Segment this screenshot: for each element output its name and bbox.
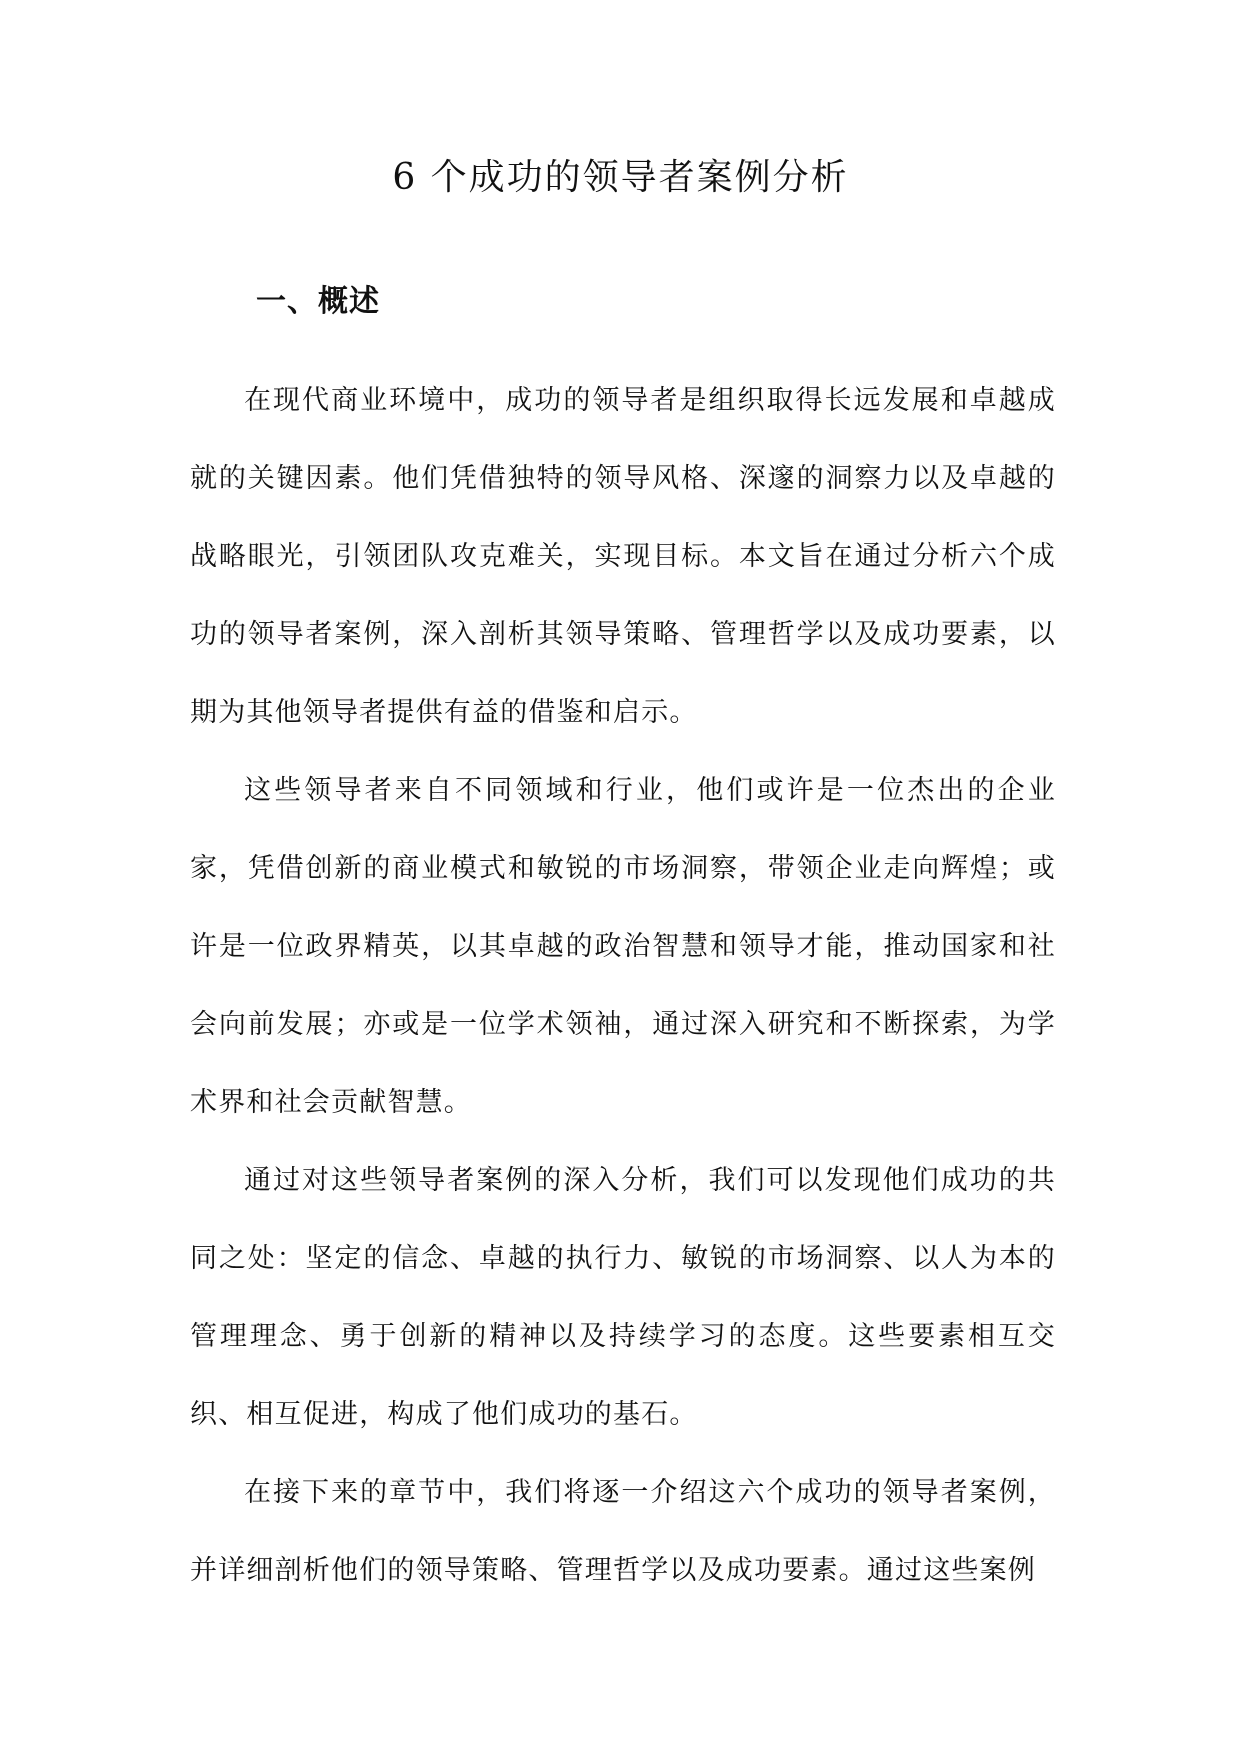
paragraph-overview-4: 在接下来的章节中，我们将逐一介绍这六个成功的领导者案例，并详细剖析他们的领导策略、管理哲学以及成功要素。通过这些案例 — [190, 1477, 1056, 1586]
paragraph-overview-2: 这些领导者来自不同领域和行业，他们或许是一位杰出的企业家，凭借创新的商业模式和敏锐的市场洞察，带领企业走向辉煌；或许是一位政界精英，以其卓越的政治智慧和领导才能，推动国家和社会向前发展；亦或是一位学术领袖，通过深入研究和不断探索，为学术界和社会贡献智慧。 — [190, 775, 1056, 1118]
section-heading: 一、概述 — [256, 284, 380, 319]
document-body — [190, 362, 1056, 1610]
paragraph-overview-1: 在现代商业环境中，成功的领导者是组织取得长远发展和卓越成就的关键因素。他们凭借独特的领导风格、深邃的洞察力以及卓越的战略眼光，引领团队攻克难关，实现目标。本文旨在通过分析六个成功的领导者案例，深入剖析其领导策略、管理哲学以及成功要素，以期为其他领导者提供有益的借鉴和启示。 — [190, 385, 1056, 728]
document-title: 6 个成功的领导者案例分析 — [392, 157, 849, 198]
paragraph-overview-3: 通过对这些领导者案例的深入分析，我们可以发现他们成功的共同之处：坚定的信念、卓越的执行力、敏锐的市场洞察、以人为本的管理理念、勇于创新的精神以及持续学习的态度。这些要素相互交织、相互促进，构成了他们成功的基石。 — [190, 1165, 1056, 1430]
